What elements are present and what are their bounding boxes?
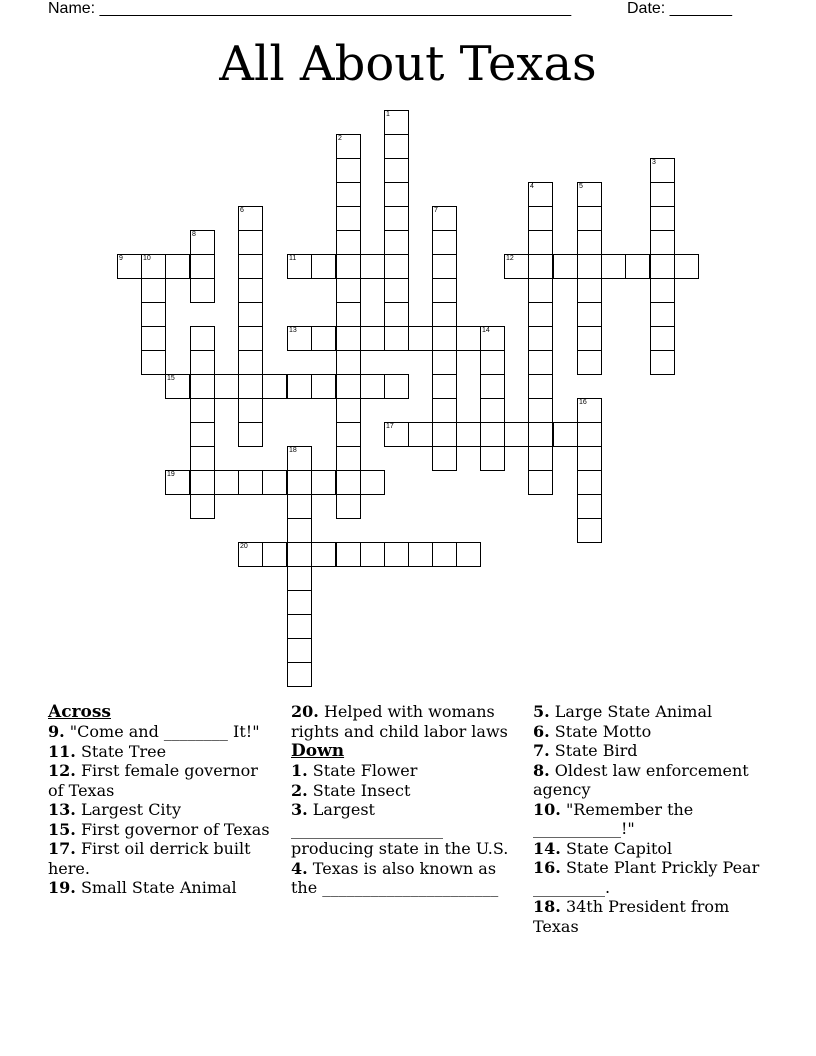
grid-cell[interactable] (238, 278, 263, 303)
grid-cell[interactable] (528, 278, 553, 303)
grid-cell[interactable] (528, 446, 553, 471)
grid-cell[interactable] (650, 182, 675, 207)
grid-cell[interactable] (528, 302, 553, 327)
grid-cell[interactable] (190, 374, 215, 399)
grid-cell[interactable] (432, 326, 457, 351)
grid-cell[interactable] (577, 254, 602, 279)
grid-cell[interactable] (336, 494, 361, 519)
grid-cell[interactable] (456, 326, 481, 351)
clue-down-2: 2. State Insect (291, 780, 411, 800)
grid-cell[interactable] (553, 254, 578, 279)
cell-number: 18 (289, 447, 297, 454)
clue-down-14: 14. State Capitol (533, 838, 673, 858)
grid-cell[interactable] (336, 446, 361, 471)
grid-cell-17[interactable] (384, 422, 409, 447)
grid-cell[interactable] (190, 254, 215, 279)
grid-cell[interactable] (432, 374, 457, 399)
grid-cell[interactable] (141, 278, 166, 303)
grid-cell-15[interactable] (165, 374, 190, 399)
grid-cell[interactable] (238, 374, 263, 399)
grid-cell[interactable] (287, 542, 312, 567)
grid-cell[interactable] (625, 254, 650, 279)
grid-cell[interactable] (432, 398, 457, 423)
grid-cell[interactable] (360, 542, 385, 567)
grid-cell[interactable] (238, 302, 263, 327)
grid-cell[interactable] (384, 206, 409, 231)
grid-cell[interactable] (577, 470, 602, 495)
clue-down-4: 4. Texas is also known as the ______________________ (291, 858, 499, 897)
clue-across-15: 15. First governor of Texas (48, 819, 270, 839)
grid-cell-2[interactable] (336, 134, 361, 159)
name-field[interactable]: Name: _____________________________________________________ (48, 0, 572, 17)
grid-cell[interactable] (190, 326, 215, 351)
clue-down-18: 18. 34th President from Texas (533, 897, 730, 936)
grid-cell[interactable] (553, 422, 578, 447)
clue-down-5: 5. Large State Animal (533, 702, 713, 721)
grid-cell[interactable] (336, 326, 361, 351)
grid-cell[interactable] (577, 494, 602, 519)
grid-cell-5[interactable] (577, 182, 602, 207)
grid-cell[interactable] (287, 470, 312, 495)
grid-cell[interactable] (336, 350, 361, 375)
grid-cell[interactable] (528, 422, 553, 447)
grid-cell[interactable] (336, 254, 361, 279)
grid-cell[interactable] (165, 254, 190, 279)
grid-cell[interactable] (311, 542, 336, 567)
grid-cell[interactable] (577, 518, 602, 543)
grid-cell[interactable] (262, 470, 287, 495)
clue-down-3: 3. Largest ___________________ producing state in the U.S. (291, 800, 509, 858)
grid-cell[interactable] (287, 662, 312, 687)
grid-cell[interactable] (384, 302, 409, 327)
grid-cell[interactable] (190, 398, 215, 423)
grid-cell[interactable] (311, 254, 336, 279)
grid-cell[interactable] (432, 542, 457, 567)
grid-cell[interactable] (650, 206, 675, 231)
grid-cell[interactable] (408, 326, 433, 351)
grid-cell[interactable] (360, 470, 385, 495)
grid-cell[interactable] (336, 470, 361, 495)
grid-cell[interactable] (577, 206, 602, 231)
grid-cell[interactable] (384, 230, 409, 255)
cell-number: 1 (386, 111, 390, 118)
grid-cell[interactable] (650, 230, 675, 255)
grid-cell[interactable] (528, 350, 553, 375)
clue-across-17: 17. First oil derrick built here. (48, 839, 251, 878)
grid-cell[interactable] (432, 422, 457, 447)
grid-cell[interactable] (141, 350, 166, 375)
grid-cell[interactable] (577, 302, 602, 327)
grid-cell-7[interactable] (432, 206, 457, 231)
grid-cell[interactable] (238, 422, 263, 447)
grid-cell-19[interactable] (165, 470, 190, 495)
grid-cell[interactable] (384, 542, 409, 567)
grid-cell[interactable] (408, 422, 433, 447)
page-title: All About Texas (219, 36, 597, 92)
cell-number: 8 (192, 231, 196, 238)
cell-number: 6 (240, 207, 244, 214)
clue-down-1: 1. State Flower (291, 761, 418, 780)
grid-cell-13[interactable] (287, 326, 312, 351)
cell-number: 3 (652, 159, 656, 166)
grid-cell[interactable] (577, 422, 602, 447)
grid-cell[interactable] (287, 494, 312, 519)
grid-cell[interactable] (528, 374, 553, 399)
grid-cell[interactable] (287, 374, 312, 399)
grid-cell[interactable] (528, 254, 553, 279)
cell-number: 5 (579, 183, 583, 190)
grid-cell-12[interactable] (504, 254, 529, 279)
grid-cell[interactable] (360, 374, 385, 399)
clue-across-11: 11. State Tree (48, 741, 167, 761)
grid-cell[interactable] (456, 542, 481, 567)
grid-cell-9[interactable] (117, 254, 142, 279)
grid-cell[interactable] (190, 494, 215, 519)
clue-down-6: 6. State Motto (533, 721, 652, 741)
grid-cell[interactable] (336, 542, 361, 567)
grid-cell[interactable] (384, 326, 409, 351)
down-heading: Down (291, 741, 345, 761)
grid-cell[interactable] (287, 518, 312, 543)
grid-cell-16[interactable] (577, 398, 602, 423)
grid-cell[interactable] (528, 470, 553, 495)
clues-column-2 (291, 702, 527, 898)
grid-cell[interactable] (384, 374, 409, 399)
grid-cell[interactable] (262, 374, 287, 399)
grid-cell[interactable] (190, 470, 215, 495)
grid-cell[interactable] (336, 398, 361, 423)
clue-down-7: 7. State Bird (533, 741, 638, 760)
grid-cell[interactable] (360, 254, 385, 279)
grid-cell[interactable] (287, 614, 312, 639)
grid-cell[interactable] (480, 398, 505, 423)
cell-number: 11 (289, 255, 297, 262)
grid-cell[interactable] (190, 446, 215, 471)
clue-across-13: 13. Largest City (48, 800, 182, 819)
grid-cell[interactable] (432, 254, 457, 279)
grid-cell[interactable] (577, 278, 602, 303)
clue-across-19: 19. Small State Animal (48, 878, 237, 897)
cell-number: 2 (338, 135, 342, 142)
grid-cell[interactable] (650, 326, 675, 351)
grid-cell[interactable] (336, 374, 361, 399)
grid-cell[interactable] (577, 326, 602, 351)
across-heading: Across (48, 702, 111, 722)
grid-cell[interactable] (262, 542, 287, 567)
grid-cell-6[interactable] (238, 206, 263, 231)
cell-number: 20 (240, 543, 248, 550)
grid-cell-3[interactable] (650, 158, 675, 183)
grid-cell[interactable] (384, 134, 409, 159)
grid-cell-1[interactable] (384, 110, 409, 135)
cell-number: 12 (506, 255, 514, 262)
grid-cell[interactable] (384, 182, 409, 207)
cell-number: 14 (482, 327, 490, 334)
grid-cell[interactable] (336, 230, 361, 255)
grid-cell[interactable] (650, 350, 675, 375)
grid-cell[interactable] (336, 206, 361, 231)
grid-cell[interactable] (384, 254, 409, 279)
cell-number: 16 (579, 399, 587, 406)
grid-cell[interactable] (287, 590, 312, 615)
grid-cell[interactable] (384, 278, 409, 303)
grid-cell-8[interactable] (190, 230, 215, 255)
grid-cell[interactable] (432, 278, 457, 303)
grid-cell[interactable] (141, 302, 166, 327)
grid-cell[interactable] (480, 422, 505, 447)
grid-cell[interactable] (360, 326, 385, 351)
grid-cell[interactable] (577, 230, 602, 255)
cell-number: 9 (119, 255, 123, 262)
grid-cell[interactable] (577, 350, 602, 375)
grid-cell-11[interactable] (287, 254, 312, 279)
grid-cell[interactable] (141, 326, 166, 351)
grid-cell[interactable] (456, 422, 481, 447)
grid-cell[interactable] (190, 422, 215, 447)
grid-cell[interactable] (238, 230, 263, 255)
clue-down-16: 16. State Plant Prickly Pear _________. (533, 858, 760, 897)
grid-cell[interactable] (311, 326, 336, 351)
grid-cell[interactable] (650, 278, 675, 303)
clues-column-3 (533, 702, 765, 936)
grid-cell[interactable] (336, 278, 361, 303)
clue-across-9: 9. "Come and ________ It!" (48, 722, 260, 741)
grid-cell[interactable] (238, 398, 263, 423)
clue-down-8: 8. Oldest law enforcement agency (533, 760, 749, 799)
clues-column-1 (48, 702, 276, 898)
grid-cell[interactable] (336, 182, 361, 207)
grid-cell[interactable] (238, 470, 263, 495)
date-field[interactable]: Date: _______ (627, 0, 732, 17)
grid-cell-18[interactable] (287, 446, 312, 471)
grid-cell[interactable] (432, 302, 457, 327)
grid-cell[interactable] (214, 470, 239, 495)
grid-cell[interactable] (311, 374, 336, 399)
grid-cell[interactable] (577, 446, 602, 471)
cell-number: 19 (167, 471, 175, 478)
grid-cell[interactable] (480, 350, 505, 375)
grid-cell[interactable] (650, 302, 675, 327)
grid-cell[interactable] (287, 566, 312, 591)
cell-number: 4 (530, 183, 534, 190)
grid-cell[interactable] (528, 398, 553, 423)
grid-cell-4[interactable] (528, 182, 553, 207)
grid-cell[interactable] (528, 230, 553, 255)
grid-cell-14[interactable] (480, 326, 505, 351)
grid-cell[interactable] (432, 350, 457, 375)
grid-cell[interactable] (287, 638, 312, 663)
grid-cell[interactable] (432, 230, 457, 255)
clue-across-12: 12. First female governor of Texas (48, 761, 258, 800)
grid-cell[interactable] (214, 374, 239, 399)
grid-cell[interactable] (432, 446, 457, 471)
grid-cell[interactable] (384, 158, 409, 183)
grid-cell[interactable] (650, 254, 675, 279)
grid-cell[interactable] (336, 422, 361, 447)
grid-cell[interactable] (528, 326, 553, 351)
grid-cell[interactable] (601, 254, 626, 279)
grid-cell[interactable] (674, 254, 699, 279)
cell-number: 13 (289, 327, 297, 334)
clue-down-10: 10. "Remember the ___________!" (533, 799, 694, 838)
grid-cell[interactable] (238, 326, 263, 351)
cell-number: 7 (434, 207, 438, 214)
grid-cell[interactable] (190, 350, 215, 375)
grid-cell[interactable] (528, 206, 553, 231)
grid-cell-20[interactable] (238, 542, 263, 567)
grid-cell[interactable] (480, 446, 505, 471)
grid-cell[interactable] (190, 278, 215, 303)
cell-number: 15 (167, 375, 175, 382)
grid-cell[interactable] (408, 542, 433, 567)
grid-cell[interactable] (480, 374, 505, 399)
grid-cell[interactable] (238, 254, 263, 279)
grid-cell[interactable] (336, 302, 361, 327)
grid-cell[interactable] (336, 158, 361, 183)
cell-number: 17 (386, 423, 394, 430)
grid-cell[interactable] (311, 470, 336, 495)
grid-cell[interactable] (238, 350, 263, 375)
cell-number: 10 (143, 255, 151, 262)
grid-cell-10[interactable] (141, 254, 166, 279)
clue-across-20: 20. Helped with womans rights and child labor laws (291, 702, 508, 741)
grid-cell[interactable] (504, 422, 529, 447)
